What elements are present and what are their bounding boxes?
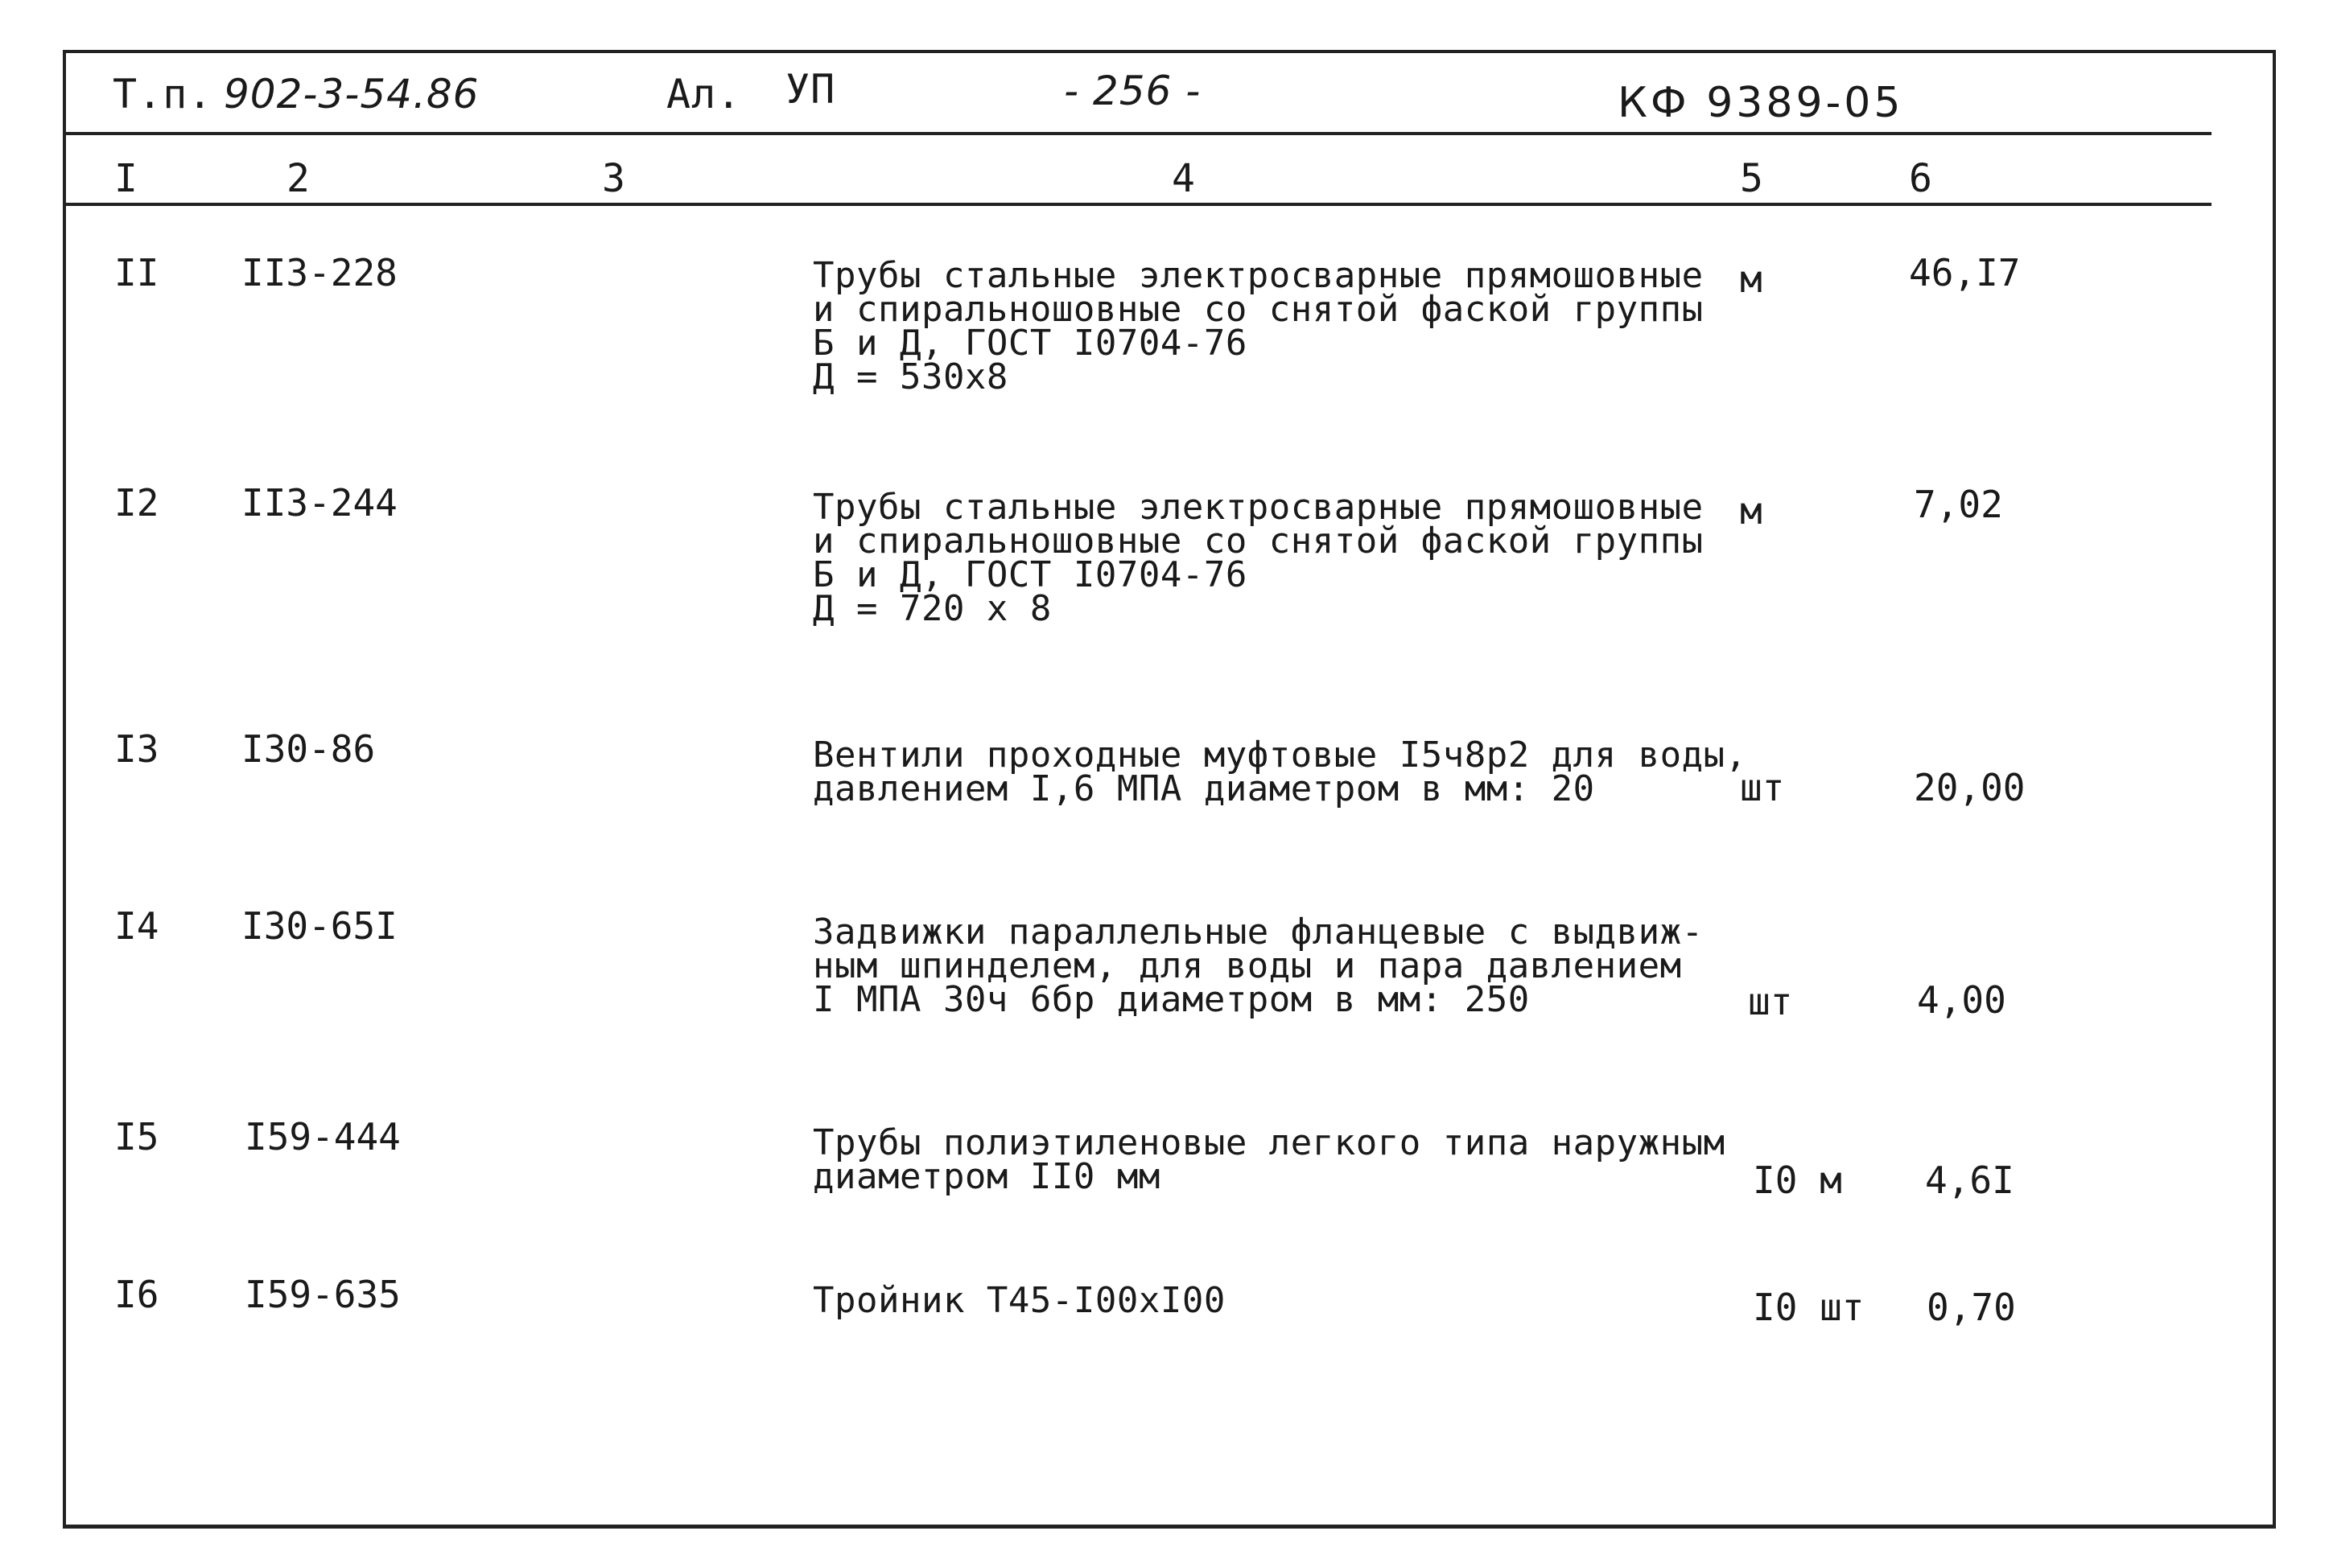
description-line: I МПА 30ч 6бр диаметром в мм: 250 xyxy=(813,979,1530,1020)
row-code: I59-444 xyxy=(245,1115,401,1159)
description-line: ным шпинделем, для воды и пара давлением xyxy=(813,945,1682,986)
row-number: II xyxy=(114,251,159,294)
page-number: - 256 - xyxy=(1064,68,1202,114)
column-number-6: 6 xyxy=(1909,156,1932,201)
row-quantity: 4,00 xyxy=(1917,978,2006,1022)
row-unit: м xyxy=(1740,489,1762,533)
column-number-2: 2 xyxy=(286,156,310,201)
description-line: Трубы стальные электросварные прямошовные xyxy=(813,255,1704,296)
row-description xyxy=(813,735,1747,809)
description-line: диаметром II0 мм xyxy=(813,1156,1160,1197)
album-value: УП xyxy=(785,66,836,113)
column-number-5: 5 xyxy=(1740,156,1763,201)
row-unit: шт xyxy=(1740,766,1785,809)
row-description xyxy=(813,255,1704,397)
header-divider xyxy=(63,132,2212,135)
description-line: Задвижки параллельные фланцевые с выдвиж- xyxy=(813,912,1704,953)
column-number-1: I xyxy=(114,156,138,201)
row-code: II3-244 xyxy=(241,481,398,525)
row-unit: I0 м xyxy=(1753,1159,1842,1202)
row-number: I5 xyxy=(114,1115,159,1159)
row-quantity: 4,6I xyxy=(1925,1159,2014,1202)
row-description xyxy=(813,487,1704,629)
description-line: Трубы стальные электросварные прямошовные xyxy=(813,487,1704,528)
row-quantity: 46,I7 xyxy=(1909,251,2021,294)
album-label: Ал. xyxy=(666,71,742,117)
tp-label: Т.п. xyxy=(113,71,213,117)
row-number: I4 xyxy=(114,904,159,948)
row-number: I2 xyxy=(114,481,159,525)
description-line: и спиральношовные со снятой фаской группы xyxy=(813,521,1704,562)
row-number: I6 xyxy=(114,1273,159,1316)
column-numbers-divider xyxy=(63,203,2212,206)
description-line: давлением I,6 МПА диаметром в мм: 20 xyxy=(813,768,1595,809)
row-number: I3 xyxy=(114,727,159,771)
row-description xyxy=(813,1280,1226,1321)
archive-stamp: КФ 9389-05 xyxy=(1618,79,1904,127)
row-code: I30-86 xyxy=(241,727,376,771)
description-line: Б и Д, ГОСТ I0704-76 xyxy=(813,554,1247,595)
row-quantity: 0,70 xyxy=(1927,1286,2016,1329)
description-line: Трубы полиэтиленовые легкого типа наружным xyxy=(813,1122,1725,1163)
column-number-4: 4 xyxy=(1172,156,1195,201)
row-code: II3-228 xyxy=(241,251,398,294)
row-unit: м xyxy=(1740,257,1762,301)
description-line: Вентили проходные муфтовые I5ч8р2 для воды, xyxy=(813,735,1747,776)
row-unit: шт xyxy=(1748,980,1793,1023)
row-unit: I0 шт xyxy=(1753,1286,1865,1329)
row-description xyxy=(813,912,1704,1020)
description-line: Д = 720 х 8 xyxy=(813,588,1052,629)
description-line: Б и Д, ГОСТ I0704-76 xyxy=(813,323,1247,364)
row-description xyxy=(813,1122,1725,1197)
row-quantity: 20,00 xyxy=(1914,766,2026,809)
tp-number: 902-3-54.86 xyxy=(224,71,480,117)
row-code: I59-635 xyxy=(245,1273,401,1316)
description-line: Тройник Т45-I00хI00 xyxy=(813,1280,1226,1321)
row-quantity: 7,02 xyxy=(1914,483,2003,526)
column-number-3: 3 xyxy=(602,156,625,201)
description-line: Д = 530х8 xyxy=(813,356,1008,397)
description-line: и спиральношовные со снятой фаской группы xyxy=(813,289,1704,330)
row-code: I30-65I xyxy=(241,904,398,948)
